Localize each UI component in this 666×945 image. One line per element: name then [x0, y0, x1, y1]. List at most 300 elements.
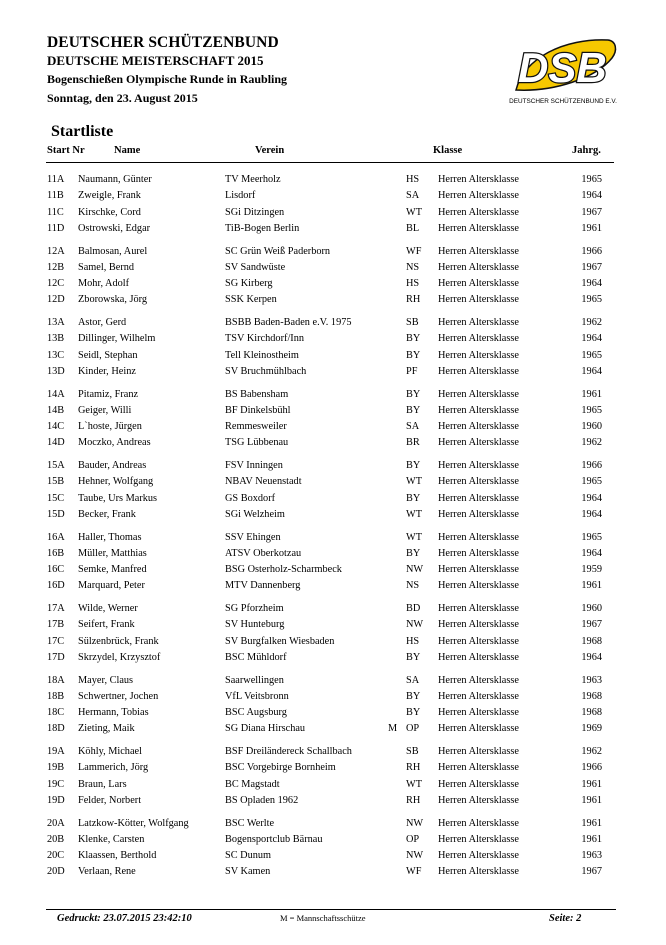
verein-cell: SGi Welzheim — [225, 508, 285, 520]
klasse-cell: Herren Altersklasse — [438, 317, 519, 328]
table-row — [0, 634, 666, 650]
table-row — [0, 562, 666, 578]
landesverband-cell: BY — [406, 404, 421, 416]
jahrgang-cell: 1964 — [581, 492, 602, 504]
jahrgang-cell: 1961 — [581, 794, 602, 806]
table-row — [0, 348, 666, 364]
start-nr-cell: 11C — [47, 206, 64, 218]
verein-cell: BSC Werlte — [225, 817, 275, 829]
table-row — [0, 435, 666, 451]
klasse-cell: Herren Altersklasse — [438, 190, 519, 202]
name-cell: Sülzenbrück, Frank — [78, 635, 159, 647]
jahrgang-cell: 1965 — [581, 294, 602, 306]
start-nr-cell: 11D — [47, 222, 65, 234]
name-cell: Naumann, Günter — [78, 174, 152, 185]
verein-cell: Saarwellingen — [225, 674, 284, 686]
jahrgang-cell: 1968 — [581, 690, 602, 702]
name-cell: Kirschke, Cord — [78, 206, 141, 218]
landesverband-cell: RH — [406, 762, 421, 774]
jahrgang-cell: 1964 — [581, 333, 602, 345]
start-nr-cell: 13A — [47, 317, 65, 328]
table-row — [0, 172, 666, 188]
name-cell: Hermann, Tobias — [78, 707, 149, 718]
start-nr-cell: 16B — [47, 547, 65, 559]
jahrgang-cell: 1961 — [581, 388, 602, 400]
klasse-cell: Herren Altersklasse — [438, 261, 519, 273]
start-nr-cell: 15D — [47, 508, 65, 520]
event-date: Sonntag, den 23. August 2015 — [47, 91, 198, 105]
landesverband-cell: WT — [406, 476, 423, 488]
jahrgang-cell: 1963 — [581, 850, 602, 861]
landesverband-cell: BY — [406, 547, 421, 559]
name-cell: Astor, Gerd — [78, 317, 127, 328]
verein-cell: SG Kirberg — [225, 278, 273, 289]
landesverband-cell: BY — [406, 690, 421, 702]
column-header-start-nr: Start Nr — [47, 145, 85, 156]
target-group — [0, 673, 666, 738]
print-timestamp: Gedruckt: 23.07.2015 23:42:10 — [57, 913, 192, 924]
klasse-cell: Herren Altersklasse — [438, 817, 519, 829]
landesverband-cell: BD — [406, 603, 421, 614]
target-group — [0, 458, 666, 523]
start-nr-cell: 19C — [47, 778, 65, 790]
landesverband-cell: BY — [406, 333, 421, 345]
table-row — [0, 705, 666, 721]
start-nr-cell: 18B — [47, 690, 65, 702]
name-cell: Seidl, Stephan — [78, 349, 138, 361]
jahrgang-cell: 1967 — [581, 866, 602, 878]
table-row — [0, 864, 666, 880]
jahrgang-cell: 1965 — [581, 476, 602, 488]
start-nr-cell: 20B — [47, 833, 65, 845]
start-nr-cell: 12C — [47, 278, 65, 289]
table-row — [0, 673, 666, 689]
name-cell: Semke, Manfred — [78, 564, 147, 575]
name-cell: Haller, Thomas — [78, 531, 142, 543]
landesverband-cell: RH — [406, 294, 421, 306]
jahrgang-cell: 1969 — [581, 723, 602, 735]
jahrgang-cell: 1966 — [581, 245, 602, 257]
start-nr-cell: 13C — [47, 349, 65, 361]
start-nr-cell: 18D — [47, 723, 65, 735]
start-nr-cell: 14C — [47, 421, 65, 432]
list-title: Startliste — [51, 123, 114, 140]
name-cell: Braun, Lars — [78, 778, 127, 790]
column-header-klasse: Klasse — [433, 145, 463, 156]
event-title: DEUTSCHE MEISTERSCHAFT 2015 — [47, 53, 264, 68]
klasse-cell: Herren Altersklasse — [438, 690, 519, 702]
table-row — [0, 530, 666, 546]
klasse-cell: Herren Altersklasse — [438, 508, 519, 520]
name-cell: Klenke, Carsten — [78, 833, 145, 845]
verein-cell: BF Dinkelsbühl — [225, 404, 291, 416]
verein-cell: VfL Veitsbronn — [225, 690, 289, 702]
landesverband-cell: NS — [406, 580, 420, 592]
table-row — [0, 474, 666, 490]
start-nr-cell: 11A — [47, 174, 65, 185]
jahrgang-cell: 1961 — [581, 778, 602, 790]
landesverband-cell: WT — [406, 778, 423, 790]
klasse-cell: Herren Altersklasse — [438, 365, 519, 377]
landesverband-cell: BY — [406, 388, 421, 400]
name-cell: Mohr, Adolf — [78, 278, 130, 289]
landesverband-cell: BL — [406, 222, 420, 234]
klasse-cell: Herren Altersklasse — [438, 437, 519, 449]
landesverband-cell: RH — [406, 794, 421, 806]
jahrgang-cell: 1964 — [581, 190, 602, 202]
name-cell: Dillinger, Wilhelm — [78, 333, 156, 345]
start-nr-cell: 20C — [47, 850, 65, 861]
name-cell: L`hoste, Jürgen — [78, 421, 142, 432]
legend-note: M = Mannschaftsschütze — [280, 913, 366, 923]
klasse-cell: Herren Altersklasse — [438, 762, 519, 774]
start-nr-cell: 16D — [47, 580, 65, 592]
table-row — [0, 276, 666, 292]
jahrgang-cell: 1966 — [581, 460, 602, 471]
start-nr-cell: 19D — [47, 794, 65, 806]
page-number: Seite: 2 — [549, 913, 582, 924]
table-row — [0, 292, 666, 308]
klasse-cell: Herren Altersklasse — [438, 460, 519, 471]
table-row — [0, 491, 666, 507]
klasse-cell: Herren Altersklasse — [438, 174, 519, 185]
landesverband-cell: WT — [406, 531, 423, 543]
name-cell: Klaassen, Berthold — [78, 850, 157, 861]
landesverband-cell: OP — [406, 723, 420, 735]
start-nr-cell: 14D — [47, 437, 65, 449]
team-marker-cell: M — [388, 723, 398, 735]
landesverband-cell: SA — [406, 190, 420, 202]
name-cell: Mayer, Claus — [78, 674, 134, 686]
name-cell: Balmosan, Aurel — [78, 245, 148, 257]
verein-cell: ATSV Oberkotzau — [225, 547, 302, 559]
verein-cell: GS Boxdorf — [225, 492, 276, 504]
landesverband-cell: BR — [406, 437, 420, 449]
verein-cell: BS Babensham — [225, 388, 289, 400]
target-group — [0, 387, 666, 452]
landesverband-cell: NW — [406, 564, 424, 575]
jahrgang-cell: 1964 — [581, 278, 602, 289]
jahrgang-cell: 1960 — [581, 421, 602, 432]
verein-cell: SV Sandwüste — [225, 261, 286, 273]
table-row — [0, 777, 666, 793]
verein-cell: SV Kamen — [225, 866, 271, 878]
klasse-cell: Herren Altersklasse — [438, 245, 519, 257]
verein-cell: SC Grün Weiß Paderborn — [225, 245, 331, 257]
start-nr-cell: 18A — [47, 674, 65, 686]
klasse-cell: Herren Altersklasse — [438, 619, 519, 631]
start-nr-cell: 12B — [47, 261, 65, 273]
table-row — [0, 721, 666, 737]
jahrgang-cell: 1964 — [581, 365, 602, 377]
landesverband-cell: SA — [406, 421, 420, 432]
jahrgang-cell: 1962 — [581, 317, 602, 328]
name-cell: Latzkow-Kötter, Wolfgang — [78, 817, 189, 829]
document-header — [47, 34, 287, 108]
klasse-cell: Herren Altersklasse — [438, 723, 519, 735]
logo-wordmark: DSB — [518, 44, 607, 91]
landesverband-cell: BY — [406, 707, 421, 718]
verein-cell: SG Pforzheim — [225, 603, 284, 614]
verein-cell: BC Magstadt — [225, 778, 280, 790]
klasse-cell: Herren Altersklasse — [438, 707, 519, 718]
name-cell: Felder, Norbert — [78, 794, 142, 806]
start-nr-cell: 16C — [47, 564, 65, 575]
target-group — [0, 244, 666, 309]
verein-cell: BSG Osterholz-Scharmbeck — [225, 564, 342, 575]
klasse-cell: Herren Altersklasse — [438, 278, 519, 289]
jahrgang-cell: 1966 — [581, 762, 602, 774]
table-row — [0, 848, 666, 864]
start-nr-cell: 17C — [47, 635, 65, 647]
name-cell: Hehner, Wolfgang — [78, 476, 154, 488]
landesverband-cell: BY — [406, 492, 421, 504]
start-nr-cell: 17A — [47, 603, 65, 614]
target-group — [0, 530, 666, 595]
jahrgang-cell: 1964 — [581, 547, 602, 559]
table-row — [0, 650, 666, 666]
start-nr-cell: 13B — [47, 333, 65, 345]
landesverband-cell: HS — [406, 278, 420, 289]
landesverband-cell: WT — [406, 508, 423, 520]
start-nr-cell: 17B — [47, 619, 65, 631]
table-row — [0, 419, 666, 435]
table-row — [0, 221, 666, 237]
name-cell: Ostrowski, Edgar — [78, 222, 151, 234]
jahrgang-cell: 1962 — [581, 746, 602, 757]
klasse-cell: Herren Altersklasse — [438, 333, 519, 345]
name-cell: Verlaan, Rene — [78, 866, 136, 878]
column-header-jahrgang: Jahrg. — [572, 145, 601, 156]
jahrgang-cell: 1962 — [581, 437, 602, 449]
landesverband-cell: BY — [406, 349, 421, 361]
verein-cell: BSF Dreiländereck Schallbach — [225, 746, 352, 757]
column-header-name: Name — [114, 145, 141, 156]
table-row — [0, 617, 666, 633]
verein-cell: MTV Dannenberg — [225, 580, 301, 592]
start-nr-cell: 15B — [47, 476, 65, 488]
discipline-title: Bogenschießen Olympische Runde in Raubling — [47, 72, 288, 86]
start-nr-cell: 12A — [47, 245, 65, 257]
jahrgang-cell: 1961 — [581, 833, 602, 845]
table-row — [0, 205, 666, 221]
target-group — [0, 172, 666, 237]
verein-cell: SC Dunum — [225, 850, 272, 861]
table-row — [0, 546, 666, 562]
klasse-cell: Herren Altersklasse — [438, 547, 519, 559]
klasse-cell: Herren Altersklasse — [438, 580, 519, 592]
landesverband-cell: NS — [406, 261, 420, 273]
landesverband-cell: NW — [406, 619, 424, 631]
start-nr-cell: 14A — [47, 388, 65, 400]
start-nr-cell: 13D — [47, 365, 65, 377]
start-nr-cell: 16A — [47, 531, 65, 543]
name-cell: Pitamiz, Franz — [78, 388, 139, 400]
name-cell: Zieting, Maik — [78, 723, 135, 735]
name-cell: Köhly, Michael — [78, 746, 142, 757]
target-group — [0, 816, 666, 881]
klasse-cell: Herren Altersklasse — [438, 222, 519, 234]
verein-cell: BSC Mühldorf — [225, 651, 287, 663]
landesverband-cell: NW — [406, 817, 424, 829]
verein-cell: TSG Lübbenau — [225, 437, 289, 449]
klasse-cell: Herren Altersklasse — [438, 294, 519, 306]
table-row — [0, 578, 666, 594]
klasse-cell: Herren Altersklasse — [438, 476, 519, 488]
header-divider — [46, 162, 614, 163]
landesverband-cell: PF — [406, 365, 418, 377]
name-cell: Müller, Matthias — [78, 547, 147, 559]
klasse-cell: Herren Altersklasse — [438, 388, 519, 400]
dsb-logo-icon — [504, 32, 622, 98]
table-row — [0, 387, 666, 403]
name-cell: Samel, Bernd — [78, 261, 135, 273]
klasse-cell: Herren Altersklasse — [438, 833, 519, 845]
start-nr-cell: 11B — [47, 190, 64, 202]
jahrgang-cell: 1965 — [581, 174, 602, 185]
target-group — [0, 601, 666, 666]
start-nr-cell: 14B — [47, 404, 65, 416]
klasse-cell: Herren Altersklasse — [438, 206, 519, 218]
klasse-cell: Herren Altersklasse — [438, 404, 519, 416]
table-row — [0, 364, 666, 380]
table-row — [0, 331, 666, 347]
verein-cell: Remmesweiler — [225, 421, 287, 432]
name-cell: Lammerich, Jörg — [78, 762, 149, 774]
verein-cell: SSV Ehingen — [225, 531, 281, 543]
logo-caption: DEUTSCHER SCHÜTZENBUND E.V. — [509, 98, 617, 105]
name-cell: Wilde, Werner — [78, 603, 138, 614]
start-nr-cell: 20D — [47, 866, 65, 878]
verein-cell: BSBB Baden-Baden e.V. 1975 — [225, 317, 352, 328]
verein-cell: SV Burgfalken Wiesbaden — [225, 635, 335, 647]
name-cell: Seifert, Frank — [78, 619, 135, 631]
landesverband-cell: SB — [406, 317, 419, 328]
jahrgang-cell: 1963 — [581, 674, 602, 686]
landesverband-cell: NW — [406, 850, 424, 861]
table-row — [0, 689, 666, 705]
verein-cell: TiB-Bogen Berlin — [225, 222, 300, 234]
name-cell: Taube, Urs Markus — [78, 492, 158, 504]
landesverband-cell: WF — [406, 245, 422, 257]
name-cell: Schwertner, Jochen — [78, 690, 159, 702]
start-nr-cell: 15A — [47, 460, 65, 471]
table-row — [0, 601, 666, 617]
verein-cell: BSC Augsburg — [225, 707, 287, 718]
jahrgang-cell: 1965 — [581, 349, 602, 361]
verein-cell: Tell Kleinostheim — [225, 349, 299, 361]
jahrgang-cell: 1968 — [581, 635, 602, 647]
table-row — [0, 188, 666, 204]
jahrgang-cell: 1964 — [581, 651, 602, 663]
name-cell: Bauder, Andreas — [78, 460, 147, 471]
name-cell: Geiger, Willi — [78, 404, 132, 416]
jahrgang-cell: 1967 — [581, 261, 602, 273]
jahrgang-cell: 1964 — [581, 508, 602, 520]
klasse-cell: Herren Altersklasse — [438, 778, 519, 790]
landesverband-cell: HS — [406, 174, 420, 185]
name-cell: Marquard, Peter — [78, 580, 145, 592]
start-nr-cell: 19A — [47, 746, 65, 757]
jahrgang-cell: 1965 — [581, 404, 602, 416]
klasse-cell: Herren Altersklasse — [438, 850, 519, 861]
verein-cell: TV Meerholz — [225, 174, 281, 185]
landesverband-cell: WT — [406, 206, 423, 218]
jahrgang-cell: 1967 — [581, 619, 602, 631]
klasse-cell: Herren Altersklasse — [438, 564, 519, 575]
klasse-cell: Herren Altersklasse — [438, 746, 519, 757]
klasse-cell: Herren Altersklasse — [438, 531, 519, 543]
target-group — [0, 744, 666, 809]
table-row — [0, 507, 666, 523]
name-cell: Kinder, Heinz — [78, 365, 136, 377]
jahrgang-cell: 1968 — [581, 707, 602, 718]
table-row — [0, 832, 666, 848]
verein-cell: SV Bruchmühlbach — [225, 365, 307, 377]
landesverband-cell: SB — [406, 746, 419, 757]
verein-cell: Bogensportclub Bärnau — [225, 833, 323, 845]
landesverband-cell: OP — [406, 833, 420, 845]
jahrgang-cell: 1967 — [581, 206, 602, 218]
name-cell: Skrzydel, Krzysztof — [78, 651, 161, 663]
start-list-table — [0, 172, 666, 887]
landesverband-cell: WF — [406, 866, 422, 878]
verein-cell: FSV Inningen — [225, 460, 283, 471]
verein-cell: BS Opladen 1962 — [225, 794, 299, 806]
verein-cell: SV Hunteburg — [225, 619, 285, 631]
jahrgang-cell: 1961 — [581, 580, 602, 592]
start-nr-cell: 19B — [47, 762, 65, 774]
klasse-cell: Herren Altersklasse — [438, 651, 519, 663]
landesverband-cell: SA — [406, 674, 420, 686]
jahrgang-cell: 1959 — [581, 564, 602, 575]
verein-cell: SG Diana Hirschau — [225, 723, 306, 735]
klasse-cell: Herren Altersklasse — [438, 635, 519, 647]
jahrgang-cell: 1960 — [581, 603, 602, 614]
table-row — [0, 403, 666, 419]
table-row — [0, 315, 666, 331]
name-cell: Zborowska, Jörg — [78, 294, 148, 306]
organization-title: DEUTSCHER SCHÜTZENBUND — [47, 34, 279, 51]
jahrgang-cell: 1961 — [581, 222, 602, 234]
verein-cell: BSC Vorgebirge Bornheim — [225, 762, 336, 774]
klasse-cell: Herren Altersklasse — [438, 421, 519, 432]
verein-cell: SSK Kerpen — [225, 294, 277, 306]
table-row — [0, 816, 666, 832]
name-cell: Becker, Frank — [78, 508, 136, 520]
klasse-cell: Herren Altersklasse — [438, 349, 519, 361]
start-nr-cell: 12D — [47, 294, 65, 306]
landesverband-cell: BY — [406, 651, 421, 663]
column-header-verein: Verein — [255, 145, 285, 156]
landesverband-cell: BY — [406, 460, 421, 471]
jahrgang-cell: 1961 — [581, 817, 602, 829]
name-cell: Zweigle, Frank — [78, 190, 141, 202]
landesverband-cell: HS — [406, 635, 420, 647]
name-cell: Moczko, Andreas — [78, 437, 151, 449]
table-row — [0, 744, 666, 760]
verein-cell: SGi Ditzingen — [225, 206, 285, 218]
table-row — [0, 458, 666, 474]
klasse-cell: Herren Altersklasse — [438, 794, 519, 806]
verein-cell: Lisdorf — [225, 190, 256, 202]
target-group — [0, 315, 666, 380]
dsb-logo — [504, 32, 622, 114]
start-nr-cell: 20A — [47, 817, 65, 829]
klasse-cell: Herren Altersklasse — [438, 603, 519, 614]
start-nr-cell: 15C — [47, 492, 65, 504]
klasse-cell: Herren Altersklasse — [438, 492, 519, 504]
